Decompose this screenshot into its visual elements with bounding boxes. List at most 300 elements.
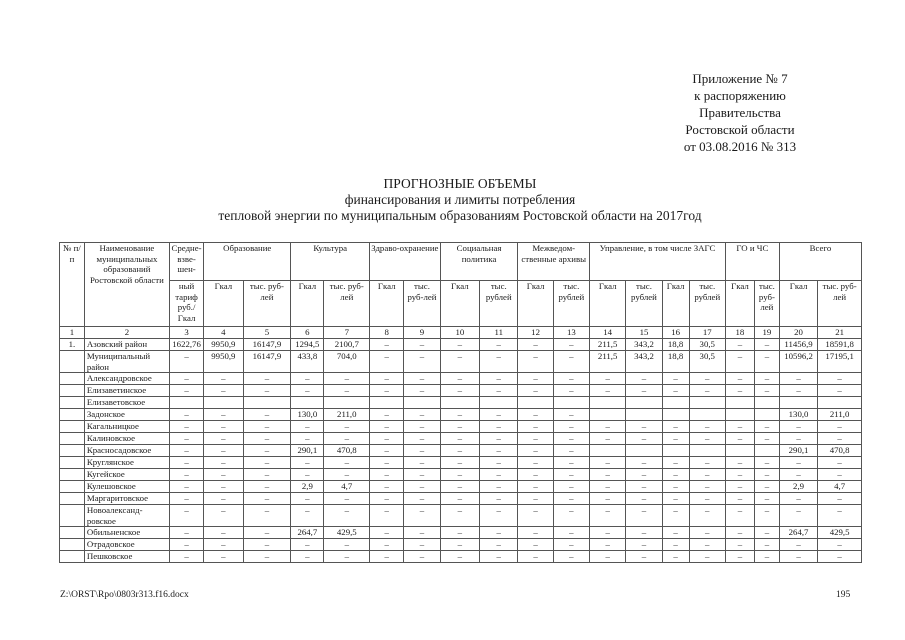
value-cell: – <box>626 539 662 551</box>
row-number-cell <box>60 397 85 409</box>
value-cell: – <box>754 469 779 481</box>
value-cell: – <box>725 539 754 551</box>
value-cell: – <box>169 551 203 563</box>
value-cell: – <box>480 481 518 493</box>
value-cell: – <box>590 469 626 481</box>
value-cell: – <box>553 493 589 505</box>
value-cell: – <box>553 339 589 351</box>
value-cell: – <box>440 385 479 397</box>
value-cell: – <box>779 457 817 469</box>
table-body <box>60 339 862 563</box>
value-cell: – <box>291 385 324 397</box>
value-cell: – <box>518 433 553 445</box>
value-cell: – <box>480 433 518 445</box>
value-cell: – <box>480 505 518 527</box>
annex-line: Ростовской области <box>685 122 795 137</box>
value-cell: – <box>243 385 291 397</box>
header-sub-rub: тыс. руб-лей <box>324 281 370 327</box>
value-cell: – <box>243 409 291 421</box>
municipality-name-cell: Кулешовское <box>84 481 169 493</box>
value-cell: – <box>324 457 370 469</box>
value-cell <box>779 397 817 409</box>
value-cell <box>689 397 725 409</box>
municipality-name-cell: Отрадовское <box>84 539 169 551</box>
value-cell: – <box>370 445 404 457</box>
value-cell <box>169 397 203 409</box>
value-cell: – <box>404 409 440 421</box>
value-cell: – <box>662 385 689 397</box>
table-row <box>60 551 862 563</box>
column-number: 2 <box>84 327 169 339</box>
header-sub-gcal: Гкал <box>725 281 754 327</box>
value-cell: – <box>626 527 662 539</box>
value-cell: – <box>370 527 404 539</box>
value-cell: – <box>818 539 862 551</box>
value-cell: – <box>689 433 725 445</box>
column-number: 10 <box>440 327 479 339</box>
value-cell: 17195,1 <box>818 351 862 373</box>
value-cell: – <box>370 469 404 481</box>
municipality-name-cell: Муниципальный район <box>84 351 169 373</box>
value-cell: – <box>590 551 626 563</box>
value-cell: – <box>204 385 243 397</box>
value-cell: – <box>169 481 203 493</box>
value-cell: – <box>243 445 291 457</box>
value-cell: – <box>754 539 779 551</box>
footer-file-path: Z:\ORST\Rpo\0803r313.f16.docx <box>60 590 189 600</box>
value-cell: – <box>440 469 479 481</box>
value-cell: – <box>440 351 479 373</box>
value-cell: – <box>404 351 440 373</box>
value-cell <box>662 445 689 457</box>
value-cell: 2,9 <box>291 481 324 493</box>
value-cell <box>518 397 553 409</box>
value-cell: – <box>518 421 553 433</box>
value-cell: – <box>662 539 689 551</box>
row-number-cell <box>60 469 85 481</box>
value-cell: – <box>480 351 518 373</box>
header-group-social: Социальная политика <box>440 243 518 281</box>
value-cell: – <box>725 493 754 505</box>
value-cell: – <box>169 539 203 551</box>
header-sub-gcal: Гкал <box>370 281 404 327</box>
value-cell: – <box>370 493 404 505</box>
value-cell: – <box>818 373 862 385</box>
value-cell: – <box>725 373 754 385</box>
column-number: 4 <box>204 327 243 339</box>
value-cell <box>204 397 243 409</box>
row-number-cell <box>60 373 85 385</box>
value-cell: 264,7 <box>779 527 817 539</box>
value-cell <box>324 397 370 409</box>
value-cell: – <box>626 373 662 385</box>
value-cell: – <box>662 481 689 493</box>
value-cell: 9950,9 <box>204 351 243 373</box>
value-cell <box>590 397 626 409</box>
header-sub-rub: тыс. руб-лей <box>243 281 291 327</box>
municipality-name-cell: Кагальницкое <box>84 421 169 433</box>
value-cell: – <box>779 421 817 433</box>
value-cell: – <box>518 493 553 505</box>
value-cell: – <box>440 457 479 469</box>
table-row <box>60 505 862 527</box>
value-cell: – <box>518 481 553 493</box>
municipality-name-cell: Задонское <box>84 409 169 421</box>
value-cell: – <box>518 527 553 539</box>
value-cell: – <box>754 421 779 433</box>
header-sub-gcal: Гкал <box>291 281 324 327</box>
value-cell: – <box>480 409 518 421</box>
value-cell: – <box>370 539 404 551</box>
annex-line: к распоряжению <box>694 88 786 103</box>
value-cell: – <box>404 457 440 469</box>
value-cell: – <box>404 481 440 493</box>
title-line-1: ПРОГНОЗНЫЕ ОБЪЕМЫ <box>383 176 537 191</box>
value-cell: – <box>370 409 404 421</box>
value-cell: – <box>689 481 725 493</box>
value-cell: 16147,9 <box>243 339 291 351</box>
column-number: 13 <box>553 327 589 339</box>
value-cell: – <box>324 421 370 433</box>
value-cell: – <box>440 433 479 445</box>
header-sub-gcal: Гкал <box>590 281 626 327</box>
table-row <box>60 385 862 397</box>
municipality-name-cell: Пешковское <box>84 551 169 563</box>
value-cell: – <box>754 385 779 397</box>
value-cell: – <box>590 457 626 469</box>
value-cell: – <box>662 505 689 527</box>
row-number-cell <box>60 433 85 445</box>
value-cell: – <box>370 339 404 351</box>
value-cell: – <box>324 373 370 385</box>
value-cell: – <box>243 481 291 493</box>
column-number: 17 <box>689 327 725 339</box>
municipality-name-cell: Елизаветинское <box>84 385 169 397</box>
value-cell: – <box>370 433 404 445</box>
value-cell: – <box>662 493 689 505</box>
value-cell: – <box>662 551 689 563</box>
value-cell: – <box>818 505 862 527</box>
value-cell: – <box>480 539 518 551</box>
value-cell: – <box>754 339 779 351</box>
value-cell: – <box>291 551 324 563</box>
title-line-2: финансирования и лимиты потребления <box>344 192 576 207</box>
value-cell: – <box>590 433 626 445</box>
column-number: 18 <box>725 327 754 339</box>
value-cell: – <box>291 457 324 469</box>
value-cell <box>725 445 754 457</box>
value-cell: – <box>590 385 626 397</box>
table-row <box>60 421 862 433</box>
value-cell: – <box>553 409 589 421</box>
row-number-cell <box>60 527 85 539</box>
header-name: Наименование муниципальных образований Ростовской области <box>84 243 169 327</box>
value-cell: – <box>324 551 370 563</box>
header-sub-rub: тыс. рублей <box>553 281 589 327</box>
value-cell: – <box>480 445 518 457</box>
value-cell: – <box>518 409 553 421</box>
row-number-cell <box>60 481 85 493</box>
value-cell: – <box>204 373 243 385</box>
value-cell: – <box>243 527 291 539</box>
value-cell: – <box>370 481 404 493</box>
value-cell: – <box>779 551 817 563</box>
value-cell: – <box>169 385 203 397</box>
value-cell: – <box>291 493 324 505</box>
row-number-cell <box>60 505 85 527</box>
value-cell: – <box>689 505 725 527</box>
value-cell: – <box>243 421 291 433</box>
value-cell: – <box>404 421 440 433</box>
value-cell: – <box>662 433 689 445</box>
table-row <box>60 481 862 493</box>
value-cell: – <box>480 339 518 351</box>
header-sub-gcal: Гкал <box>662 281 689 327</box>
municipality-name-cell: Круглянское <box>84 457 169 469</box>
value-cell: – <box>725 551 754 563</box>
annex-block <box>640 70 840 155</box>
row-number-cell <box>60 551 85 563</box>
header-sub-rub: тыс. руб-лей <box>754 281 779 327</box>
value-cell: – <box>754 351 779 373</box>
value-cell <box>440 397 479 409</box>
value-cell: – <box>779 373 817 385</box>
value-cell: – <box>243 457 291 469</box>
value-cell: – <box>204 421 243 433</box>
value-cell: – <box>553 505 589 527</box>
value-cell: – <box>404 445 440 457</box>
row-number-cell: 1. <box>60 339 85 351</box>
value-cell: – <box>553 373 589 385</box>
value-cell: – <box>440 445 479 457</box>
value-cell: – <box>590 493 626 505</box>
header-group-archives: Межведом-ственные архивы <box>518 243 590 281</box>
column-number: 20 <box>779 327 817 339</box>
value-cell: – <box>169 493 203 505</box>
column-number: 11 <box>480 327 518 339</box>
value-cell: – <box>440 527 479 539</box>
value-cell: 130,0 <box>779 409 817 421</box>
value-cell: – <box>725 505 754 527</box>
value-cell: – <box>169 469 203 481</box>
value-cell: – <box>754 433 779 445</box>
value-cell: – <box>518 339 553 351</box>
value-cell: – <box>662 527 689 539</box>
value-cell: 4,7 <box>324 481 370 493</box>
value-cell: – <box>204 433 243 445</box>
column-number: 12 <box>518 327 553 339</box>
value-cell: – <box>324 469 370 481</box>
value-cell: – <box>626 493 662 505</box>
value-cell: – <box>370 457 404 469</box>
table-row <box>60 493 862 505</box>
value-cell: – <box>243 469 291 481</box>
value-cell: – <box>725 421 754 433</box>
value-cell: – <box>518 551 553 563</box>
value-cell: – <box>204 469 243 481</box>
value-cell <box>370 397 404 409</box>
value-cell: – <box>689 551 725 563</box>
value-cell <box>243 397 291 409</box>
value-cell: – <box>204 493 243 505</box>
header-group-health: Здраво-охранение <box>370 243 441 281</box>
municipality-name-cell: Александровское <box>84 373 169 385</box>
value-cell: – <box>779 505 817 527</box>
value-cell: – <box>440 339 479 351</box>
value-cell: – <box>404 433 440 445</box>
value-cell: 30,5 <box>689 339 725 351</box>
value-cell: – <box>689 527 725 539</box>
column-number: 5 <box>243 327 291 339</box>
value-cell: – <box>754 551 779 563</box>
value-cell <box>480 397 518 409</box>
value-cell: – <box>590 527 626 539</box>
value-cell: – <box>553 457 589 469</box>
value-cell: – <box>324 539 370 551</box>
value-cell <box>291 397 324 409</box>
value-cell: – <box>518 445 553 457</box>
value-cell: 1622,76 <box>169 339 203 351</box>
value-cell: – <box>480 421 518 433</box>
value-cell: 10596,2 <box>779 351 817 373</box>
annex-line: Правительства <box>699 105 781 120</box>
column-number: 8 <box>370 327 404 339</box>
value-cell: – <box>590 481 626 493</box>
header-sub-gcal: Гкал <box>440 281 479 327</box>
value-cell: – <box>204 527 243 539</box>
value-cell: – <box>553 445 589 457</box>
value-cell: – <box>370 421 404 433</box>
value-cell: – <box>779 385 817 397</box>
header-sub-rub: тыс. рублей <box>626 281 662 327</box>
value-cell: – <box>440 539 479 551</box>
value-cell: 470,8 <box>818 445 862 457</box>
value-cell: – <box>818 433 862 445</box>
value-cell: – <box>553 527 589 539</box>
value-cell: – <box>553 481 589 493</box>
value-cell: – <box>169 421 203 433</box>
value-cell: – <box>480 527 518 539</box>
value-cell: – <box>553 551 589 563</box>
value-cell: – <box>404 527 440 539</box>
value-cell: – <box>480 385 518 397</box>
value-cell: – <box>818 421 862 433</box>
value-cell: – <box>324 385 370 397</box>
table-row <box>60 445 862 457</box>
value-cell: – <box>553 469 589 481</box>
value-cell: – <box>689 469 725 481</box>
value-cell: – <box>590 373 626 385</box>
header-sub-rub: тыс. руб-лей <box>818 281 862 327</box>
value-cell <box>725 409 754 421</box>
row-number-cell <box>60 351 85 373</box>
document-title <box>0 176 905 224</box>
value-cell <box>404 397 440 409</box>
value-cell: – <box>626 469 662 481</box>
value-cell: – <box>754 457 779 469</box>
value-cell: 211,0 <box>324 409 370 421</box>
value-cell: 9950,9 <box>204 339 243 351</box>
header-group-civil-defense: ГО и ЧС <box>725 243 779 281</box>
value-cell: – <box>590 505 626 527</box>
value-cell <box>689 445 725 457</box>
value-cell: – <box>169 433 203 445</box>
header-sub-gcal: Гкал <box>518 281 553 327</box>
header-sub-gcal: Гкал <box>779 281 817 327</box>
value-cell <box>626 397 662 409</box>
value-cell: – <box>662 421 689 433</box>
value-cell: 343,2 <box>626 339 662 351</box>
value-cell: 16147,9 <box>243 351 291 373</box>
value-cell: – <box>291 433 324 445</box>
value-cell <box>689 409 725 421</box>
table-row <box>60 457 862 469</box>
value-cell: – <box>404 505 440 527</box>
value-cell: 211,0 <box>818 409 862 421</box>
value-cell: 130,0 <box>291 409 324 421</box>
value-cell: – <box>518 539 553 551</box>
value-cell <box>754 397 779 409</box>
value-cell: – <box>204 481 243 493</box>
value-cell: – <box>243 433 291 445</box>
value-cell: – <box>754 481 779 493</box>
value-cell: – <box>243 551 291 563</box>
row-number-cell <box>60 409 85 421</box>
value-cell: – <box>480 493 518 505</box>
value-cell: – <box>404 373 440 385</box>
value-cell: 290,1 <box>779 445 817 457</box>
value-cell: – <box>626 457 662 469</box>
column-number: 7 <box>324 327 370 339</box>
value-cell <box>754 409 779 421</box>
value-cell: – <box>480 469 518 481</box>
table-row <box>60 409 862 421</box>
value-cell: – <box>169 527 203 539</box>
municipality-name-cell: Красносадовское <box>84 445 169 457</box>
municipality-name-cell: Новоалександ-ровское <box>84 505 169 527</box>
value-cell: – <box>689 457 725 469</box>
value-cell: – <box>370 385 404 397</box>
header-group-education: Образование <box>204 243 291 281</box>
value-cell: – <box>725 351 754 373</box>
value-cell: – <box>404 385 440 397</box>
value-cell: – <box>480 551 518 563</box>
value-cell: – <box>291 539 324 551</box>
value-cell: – <box>662 373 689 385</box>
municipality-name-cell: Елизаветовское <box>84 397 169 409</box>
header-sub-rub: тыс. рублей <box>689 281 725 327</box>
value-cell: – <box>404 469 440 481</box>
value-cell <box>754 445 779 457</box>
value-cell: – <box>404 539 440 551</box>
value-cell <box>590 445 626 457</box>
header-no: № п/п <box>60 243 85 327</box>
table-row <box>60 397 862 409</box>
value-cell: – <box>725 481 754 493</box>
value-cell: – <box>662 457 689 469</box>
value-cell: – <box>725 527 754 539</box>
value-cell: – <box>243 539 291 551</box>
value-cell: – <box>626 385 662 397</box>
value-cell: – <box>404 551 440 563</box>
column-number: 6 <box>291 327 324 339</box>
value-cell: – <box>754 527 779 539</box>
table-row <box>60 539 862 551</box>
value-cell: – <box>590 421 626 433</box>
municipality-name-cell: Маргаритовское <box>84 493 169 505</box>
header-sub-rub: тыс. рублей <box>480 281 518 327</box>
value-cell: – <box>779 539 817 551</box>
